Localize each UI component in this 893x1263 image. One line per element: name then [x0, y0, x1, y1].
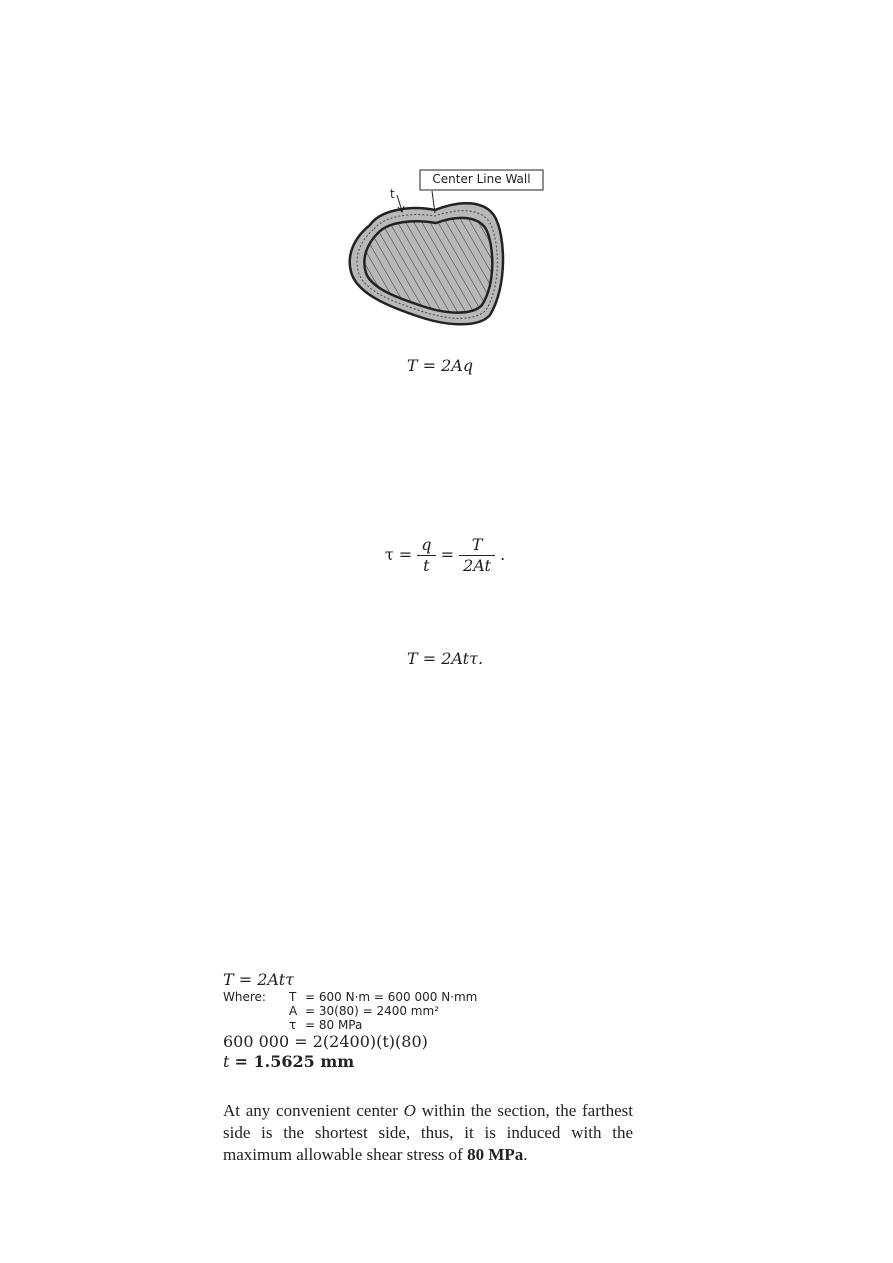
paragraph-text-3: .: [523, 1145, 528, 1164]
substitution: 600 000 = 2(2400)(t)(80): [223, 1032, 428, 1051]
where-value: = 30(80) = 2400 mm²: [305, 1004, 439, 1018]
fraction-denominator: 2At: [463, 556, 491, 575]
where-symbol: T: [289, 990, 297, 1004]
solution-formula: T = 2Atτ: [223, 970, 294, 989]
where-row: [289, 990, 477, 1004]
section-diagram: [340, 165, 560, 335]
fraction-numerator: T: [459, 535, 495, 556]
where-symbol: τ: [289, 1018, 297, 1032]
eq2-period: .: [500, 545, 506, 564]
eq2-lhs: τ =: [384, 545, 418, 564]
paragraph-text-2: within the section, the farthest side is the shortest side, thus, it is induced with the maximum allowable shear stress of: [223, 1101, 633, 1164]
equation-torque-flow: T = 2Aq: [406, 356, 474, 375]
thin-walled-section-figure: [340, 165, 560, 335]
paragraph-text-1: At any convenient center: [223, 1101, 404, 1120]
explanation-paragraph: [223, 1100, 633, 1166]
where-symbol: A: [289, 1004, 298, 1018]
where-row: [289, 1004, 477, 1018]
fraction-denominator: t: [423, 556, 430, 575]
where-label: Where:: [223, 990, 266, 1004]
paragraph-center-o: O: [403, 1101, 416, 1120]
thickness-label: t: [390, 187, 395, 201]
solution-block: [223, 970, 643, 1072]
equation-shear-stress: [340, 535, 550, 576]
fraction-q-over-t: [417, 535, 435, 576]
equation-torque-shear: T = 2Atτ.: [406, 649, 484, 668]
fraction-numerator: q: [417, 535, 435, 556]
where-table: [223, 990, 643, 1032]
where-row: [289, 1018, 477, 1032]
result-variable: t: [223, 1052, 230, 1071]
paragraph-stress-value: 80 MPa: [467, 1145, 524, 1164]
where-value: = 80 MPa: [305, 1018, 363, 1032]
fraction-T-over-2At: [459, 535, 495, 576]
result: [223, 1052, 643, 1072]
center-line-callout: Center Line Wall: [432, 172, 531, 186]
result-value: = 1.5625 mm: [234, 1052, 355, 1071]
where-rows: [289, 990, 477, 1032]
where-value: = 600 N·m = 600 000 N·mm: [305, 990, 478, 1004]
eq2-equals: =: [440, 545, 460, 564]
